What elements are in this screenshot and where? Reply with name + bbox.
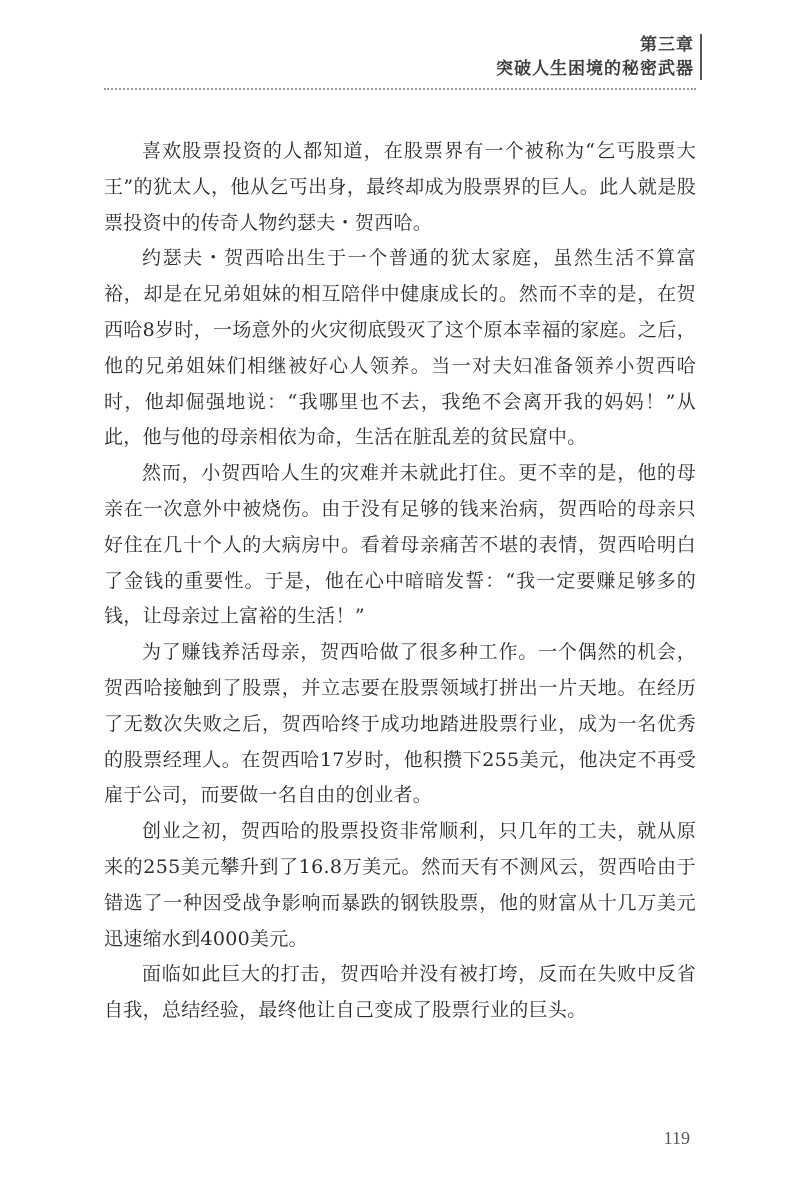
body-text: [104, 134, 696, 1029]
header-divider-bar: [700, 34, 702, 80]
page-number: 119: [663, 1128, 690, 1148]
chapter-label: 第三章: [640, 35, 694, 55]
chapter-title: 突破人生困境的秘密武器: [496, 59, 694, 79]
header-dotted-rule: [104, 88, 696, 90]
paragraph-1: 喜欢股票投资的人都知道，在股票界有一个被称为“乞丐股票大王”的犹太人，他从乞丐出身，最终却成为股票界的巨人。此人就是股票投资中的传奇人物约瑟夫・贺西哈。: [104, 140, 696, 234]
running-header: [496, 34, 694, 80]
paragraph-4: 为了赚钱养活母亲，贺西哈做了很多种工作。一个偶然的机会，贺西哈接触到了股票，并立志要在股票领域打拼出一片天地。在经历了无数次失败之后，贺西哈终于成功地踏进股票行业，成为一名优秀的股票经理人。在贺西哈17岁时，他积攒下255美元，他决定不再受雇于公司，而要做一名自由的创业者。: [104, 641, 696, 807]
paragraph-2: 约瑟夫・贺西哈出生于一个普通的犹太家庭，虽然生活不算富裕，却是在兄弟姐妹的相互陪伴中健康成长的。然而不幸的是，在贺西哈8岁时，一场意外的火灾彻底毁灭了这个原本幸福的家庭。之后，他的兄弟姐妹们相继被好心人领养。当一对夫妇准备领养小贺西哈时，他却倔强地说：“我哪里也不去，我绝不会离开我的妈妈！”从此，他与他的母亲相依为命，生活在脏乱差的贫民窟中。: [104, 247, 696, 449]
paragraph-6: 面临如此巨大的打击，贺西哈并没有被打垮，反而在失败中反省自我，总结经验，最终他让自己变成了股票行业的巨头。: [104, 963, 696, 1022]
paragraph-5: 创业之初，贺西哈的股票投资非常顺利，只几年的工夫，就从原来的255美元攀升到了16.8万美元。然而天有不测风云，贺西哈由于错选了一种因受战争影响而暴跌的钢铁股票，他的财富从十几万美元迅速缩水到4000美元。: [104, 820, 696, 950]
paragraph-3: 然而，小贺西哈人生的灾难并未就此打住。更不幸的是，他的母亲在一次意外中被烧伤。由于没有足够的钱来治病，贺西哈的母亲只好住在几十个人的大病房中。看着母亲痛苦不堪的表情，贺西哈明白了金钱的重要性。于是，他在心中暗暗发誓：“我一定要赚足够多的钱，让母亲过上富裕的生活！”: [104, 462, 696, 628]
